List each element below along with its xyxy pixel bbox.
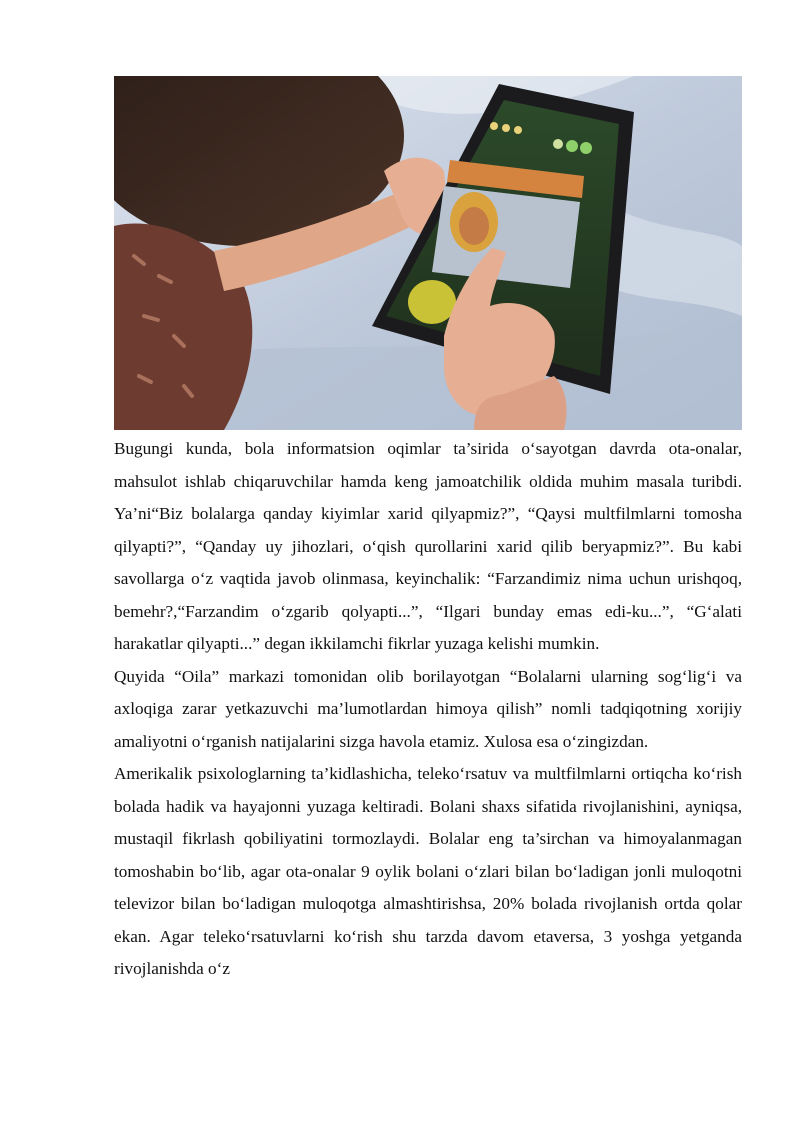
paragraph-1: Bugungi kunda, bola informatsion oqimlar ta’sirida o‘sayotgan davrda ota-onalar, mahsulot ishlab chiqaruvchilar hamda keng jamoatchilik oldida muhim masala turibdi. Ya’ni“Biz bolalarga qanday kiyimlar xarid qilyapmiz?”, “Qaysi multfilmlarni tomosha qilyapti?”, “Qanday uy jihozlari, o‘qish qurollarini xarid qilib beryapmiz?”. Bu kabi savollarga o‘z vaqtida javob olinmasa, keyinchalik: “Farzandimiz nima uchun urishqoq, bemehr?,“Farzandim o‘zgarib qolyapti...”, “Ilgari bunday emas edi-ku...”, “G‘alati harakatlar qilyapti...” degan ikkilamchi fikrlar yuzaga kelishi mumkin. <box>114 439 742 653</box>
paragraph-2: Quyida “Oila” markazi tomonidan olib borilayotgan “Bolalarni ularning sog‘lig‘i va axloqiga zarar yetkazuvchi ma’lumotlardan himoya qilish” nomli tadqiqotning xorijiy amaliyotni o‘rganish natijalarini sizga havola etamiz. Xulosa esa o‘zingizdan. <box>114 666 742 751</box>
article-body <box>114 433 742 986</box>
photo-illustration <box>114 76 742 430</box>
paragraph-3: Amerikalik psixologlarning ta’kidlashicha, teleko‘rsatuv va multfilmlarni ortiqcha ko‘rish bolada hadik va hayajonni yuzaga keltiradi. Bolani shaxs sifatida rivojlanishini, ayniqsa, mustaqil fikrlash qobiliyatini tormozlaydi. Bolalar eng ta’sirchan va himoyalanmagan tomoshabin bo‘lib, agar ota-onalar 9 oylik bolani o‘zlari bilan bo‘ladigan jonli muloqotni televizor bilan bo‘ladigan muloqotga almashtirishsa, 20% bolada rivojlanish ortda qolar ekan. Agar teleko‘rsatuvlarni ko‘rish shu tarzda davom etaversa, 3 yoshga yetganda rivojlanishda o‘z <box>114 764 742 978</box>
game-character <box>408 280 456 324</box>
child-with-tablet-photo <box>114 76 742 430</box>
